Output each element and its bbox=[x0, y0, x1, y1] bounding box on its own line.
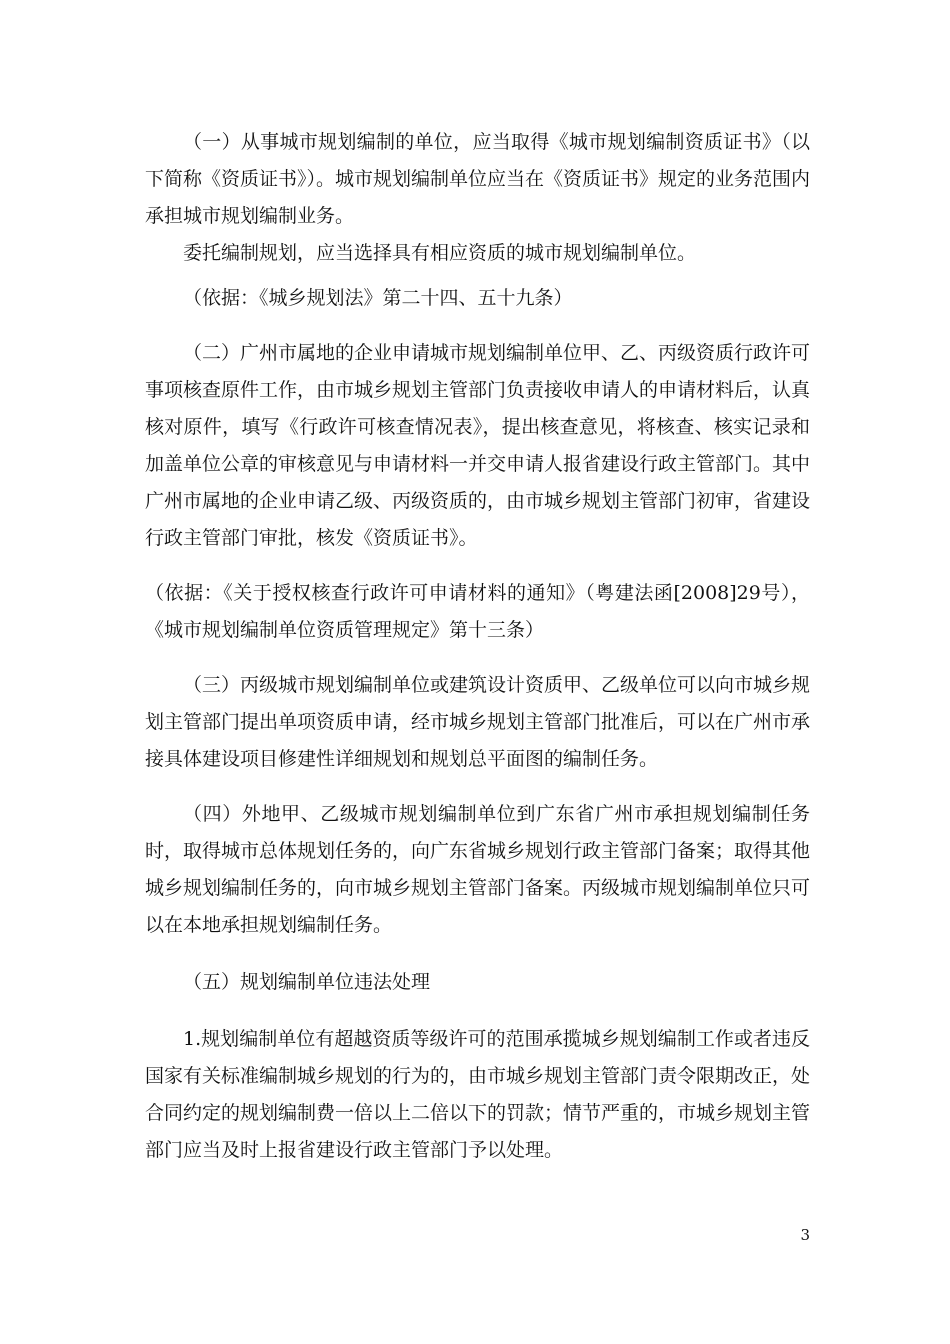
paragraph-guangzhou-verification: （二）广州市属地的企业申请城市规划编制单位甲、乙、丙级资质行政许可事项核查原件工作，由市城乡规划主管部门负责接收申请人的申请材料后，认真核对原件，填写《行政许可核查情况表》，提出核查意见，将核查、核实记录和加盖单位公章的审核意见与申请材料一并交申请人报省建设行政主管部门。其中广州市属地的企业申请乙级、丙级资质的，由市城乡规划主管部门初审，省建设行政主管部门审批，核发《资质证书》。 bbox=[145, 342, 811, 549]
paragraph-violation-penalty: 1.规划编制单位有超越资质等级许可的范围承揽城乡规划编制工作或者违反国家有关标准编制城乡规划的行为的，由市城乡规划主管部门责令限期改正，处合同约定的规划编制费一倍以上二倍以下的罚款；情节严重的，市城乡规划主管部门应当及时上报省建设行政主管部门予以处理。 bbox=[145, 1028, 811, 1161]
document-body bbox=[145, 124, 810, 1169]
paragraph-nonlocal-units: （四）外地甲、乙级城市规划编制单位到广东省广州市承担规划编制任务时，取得城市总体规划任务的，向广东省城乡规划行政主管部门备案；取得其他城乡规划编制任务的，向市城乡规划主管部门备案。丙级城市规划编制单位只可以在本地承担规划编制任务。 bbox=[145, 803, 811, 936]
paragraph-qualification-certificate: （一）从事城市规划编制的单位，应当取得《城市规划编制资质证书》（以下简称《资质证书》）。城市规划编制单位应当在《资质证书》规定的业务范围内承担城市规划编制业务。 bbox=[145, 131, 811, 227]
page-number: 3 bbox=[800, 1226, 810, 1244]
paragraph-entrust-planning: 委托编制规划，应当选择具有相应资质的城市规划编制单位。 bbox=[183, 242, 697, 264]
paragraph-basis-notice: （依据：《关于授权核查行政许可申请材料的通知》（粤建法函[2008]29号），《城市规划编制单位资质管理规定》第十三条） bbox=[145, 582, 810, 641]
section-heading-violations: （五）规划编制单位违法处理 bbox=[183, 971, 431, 993]
paragraph-single-item-qualification: （三）丙级城市规划编制单位或建筑设计资质甲、乙级单位可以向市城乡规划主管部门提出单项资质申请，经市城乡规划主管部门批准后，可以在广州市承接具体建设项目修建性详细规划和规划总平面图的编制任务。 bbox=[145, 674, 811, 770]
paragraph-basis-planning-law: （依据：《城乡规划法》第二十四、五十九条） bbox=[183, 287, 573, 309]
